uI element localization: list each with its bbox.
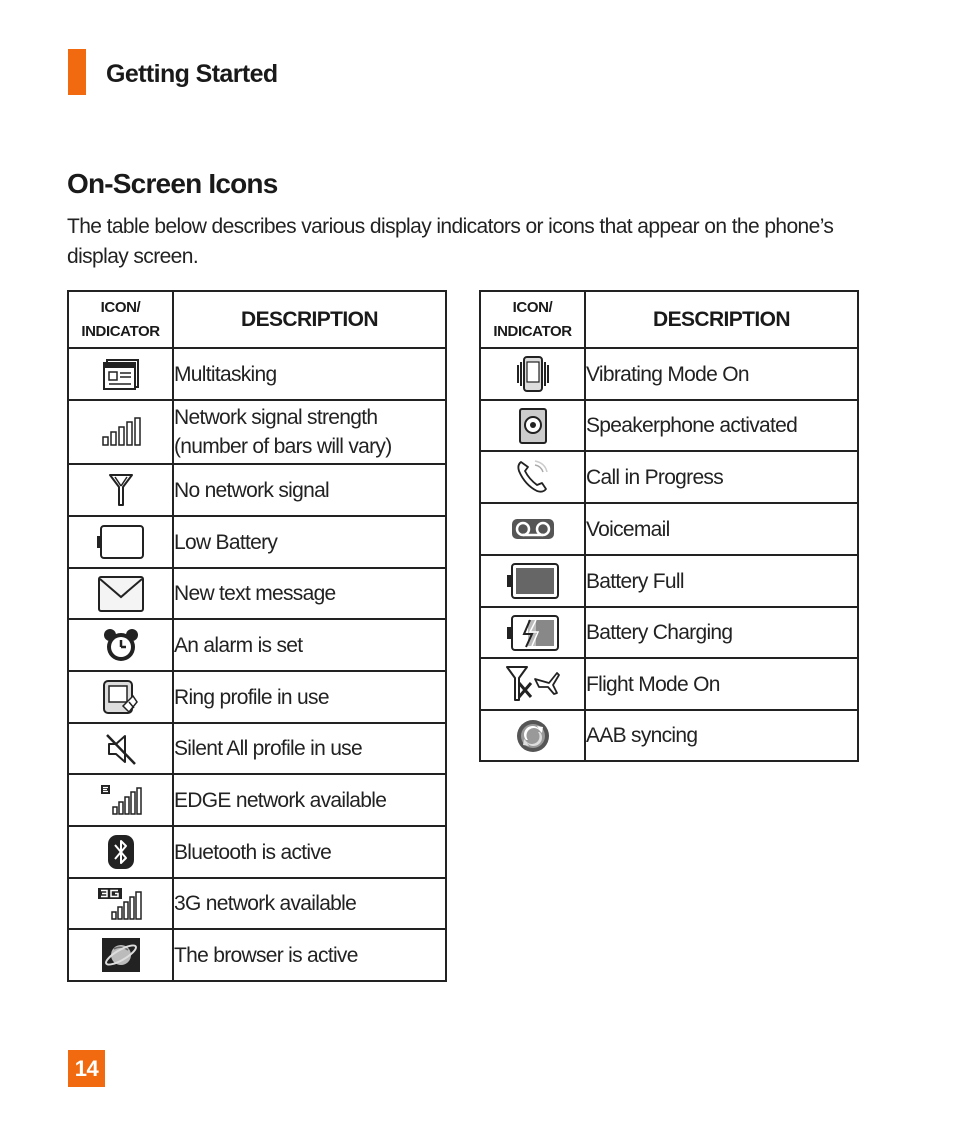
left-icon-table: [67, 290, 447, 982]
description-cell: Flight Mode On: [585, 658, 858, 710]
table-row: [68, 464, 446, 516]
description-cell: Silent All profile in use: [173, 723, 446, 774]
description-cell: 3G network available: [173, 878, 446, 929]
description-cell: AAB syncing: [585, 710, 858, 761]
description-cell: The browser is active: [173, 929, 446, 981]
table-row: [68, 348, 446, 400]
table-row: [68, 826, 446, 878]
page-heading: On-Screen Icons: [67, 168, 278, 199]
call-handset-icon: [480, 451, 585, 503]
table-row: [480, 451, 858, 503]
description-column-header: DESCRIPTION: [173, 291, 446, 348]
silent-speaker-icon: [68, 723, 173, 774]
table-header-row: [480, 291, 858, 348]
table-row: [480, 348, 858, 400]
table-row: [68, 400, 446, 464]
edge-network-icon: [68, 774, 173, 826]
page-number-badge: 14: [68, 1050, 105, 1087]
no-network-icon: [68, 464, 173, 516]
envelope-icon: [68, 568, 173, 619]
multitasking-icon: [68, 348, 173, 400]
description-cell: Battery Charging: [585, 607, 858, 658]
description-line2: (number of bars will vary): [174, 435, 392, 458]
description-cell: Battery Full: [585, 555, 858, 607]
table-row: [68, 619, 446, 671]
ring-profile-icon: [68, 671, 173, 723]
icon-header-line1: ICON/: [100, 298, 141, 316]
table-row: [68, 929, 446, 981]
description-cell: Low Battery: [173, 516, 446, 568]
description-cell: EDGE network available: [173, 774, 446, 826]
description-cell: New text message: [173, 568, 446, 619]
description-cell: No network signal: [173, 464, 446, 516]
vibrating-phone-icon: [480, 348, 585, 400]
table-row: [68, 878, 446, 929]
flight-mode-icon: [480, 658, 585, 710]
table-header-row: [68, 291, 446, 348]
sync-icon: [480, 710, 585, 761]
alarm-clock-icon: [68, 619, 173, 671]
description-cell: Ring profile in use: [173, 671, 446, 723]
bluetooth-icon: [68, 826, 173, 878]
description-cell: Voicemail: [585, 503, 858, 555]
table-row: [68, 774, 446, 826]
table-row: [480, 555, 858, 607]
3g-network-icon: [68, 878, 173, 929]
speakerphone-icon: [480, 400, 585, 451]
table-row: [480, 710, 858, 761]
description-cell: Multitasking: [173, 348, 446, 400]
icon-column-header: [68, 291, 173, 348]
table-row: [68, 723, 446, 774]
section-title: Getting Started: [106, 60, 278, 88]
table-row: [480, 658, 858, 710]
table-row: [68, 516, 446, 568]
description-cell: Bluetooth is active: [173, 826, 446, 878]
description-cell: Call in Progress: [585, 451, 858, 503]
signal-strength-icon: [68, 400, 173, 464]
icon-header-line2: INDICATOR: [493, 322, 572, 340]
section-accent-bar: [68, 49, 86, 95]
description-cell: [173, 400, 446, 464]
low-battery-icon: [68, 516, 173, 568]
right-icon-table: [479, 290, 859, 762]
battery-full-icon: [480, 555, 585, 607]
table-row: [480, 400, 858, 451]
description-cell: Vibrating Mode On: [585, 348, 858, 400]
description-cell: Speakerphone activated: [585, 400, 858, 451]
description-column-header: DESCRIPTION: [585, 291, 858, 348]
icon-header-line2: INDICATOR: [81, 322, 160, 340]
table-row: [480, 607, 858, 658]
table-row: [68, 671, 446, 723]
description-line1: Network signal strength: [174, 406, 378, 429]
voicemail-icon: [480, 503, 585, 555]
icon-column-header: [480, 291, 585, 348]
table-row: [480, 503, 858, 555]
icon-header-line1: ICON/: [512, 298, 553, 316]
table-row: [68, 568, 446, 619]
battery-charging-icon: [480, 607, 585, 658]
browser-planet-icon: [68, 929, 173, 981]
description-cell: An alarm is set: [173, 619, 446, 671]
intro-paragraph: The table below describes various display indicators or icons that appear on the phone’s display screen.: [67, 215, 834, 268]
